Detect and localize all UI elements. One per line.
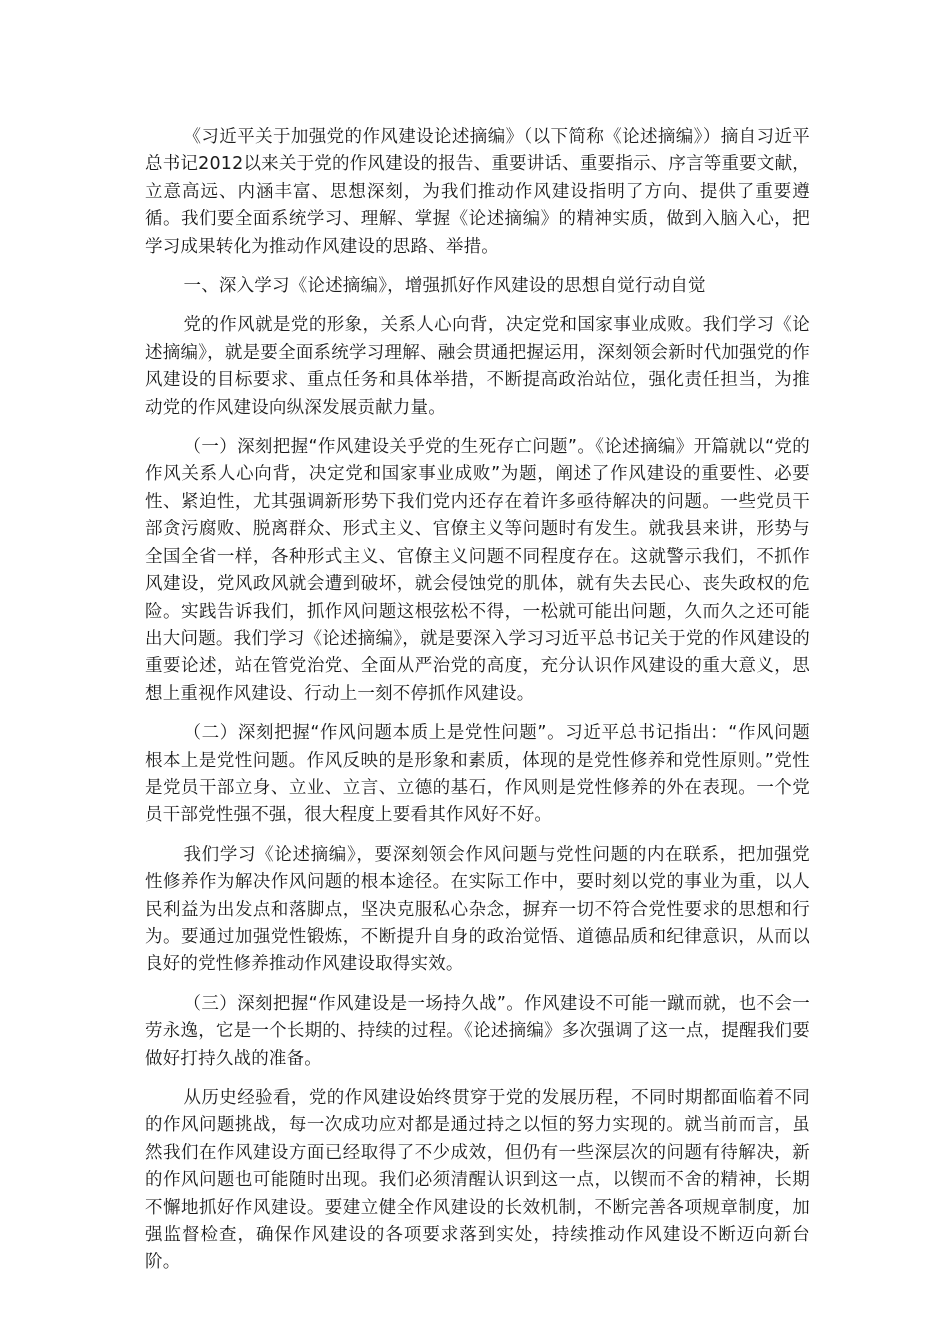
paragraph-subsection-three: （三）深刻把握“作风建设是一场持久战”。作风建设不可能一蹴而就，也不会一劳永逸，它是一个长期的、持续的过程。《论述摘编》多次强调了这一点，提醒我们要做好打持久战的准备。 — [145, 993, 810, 1069]
paragraph-section-one: 党的作风就是党的形象，关系人心向背，决定党和国家事业成败。我们学习《论述摘编》，就是要全面系统学习理解、融会贯通把握运用，深刻领会新时代加强党的作风建设的目标要求、重点任务和具体举措，不断提高政治站位，强化责任担当，为推动党的作风建设向纵深发展贡献力量。 — [145, 315, 810, 418]
document-body — [145, 124, 810, 1289]
paragraph-party-spirit: 我们学习《论述摘编》，要深刻领会作风问题与党性问题的内在联系，把加强党性修养作为解决作风问题的根本途径。在实际工作中，要时刻以党的事业为重，以人民利益为出发点和落脚点，坚决克服私心杂念，摒弃一切不符合党性要求的思想和行为。要通过加强党性锻炼，不断提升自身的政治觉悟、道德品质和纪律意识，从而以良好的党性修养推动作风建设取得实效。 — [145, 844, 810, 975]
paragraph-subsection-one: （一）深刻把握“作风建设关乎党的生死存亡问题”。《论述摘编》开篇就以“党的作风关系人心向背，决定党和国家事业成败”为题，阐述了作风建设的重要性、必要性、紧迫性，尤其强调新形势下我们党内还存在着许多亟待解决的问题。一些党员干部贪污腐败、脱离群众、形式主义、官僚主义等问题时有发生。就我县来讲，形势与全国全省一样，各种形式主义、官僚主义问题不同程度存在。这就警示我们，不抓作风建设，党风政风就会遭到破坏，就会侵蚀党的肌体，就有失去民心、丧失政权的危险。实践告诉我们，抓作风问题这根弦松不得，一松就可能出问题，久而久之还可能出大问题。我们学习《论述摘编》，就是要深入学习习近平总书记关于党的作风建设的重要论述，站在管党治党、全面从严治党的高度，充分认识作风建设的重大意义，思想上重视作风建设、行动上一刻不停抓作风建设。 — [145, 437, 810, 704]
paragraph-historical-experience: 从历史经验看，党的作风建设始终贯穿于党的发展历程，不同时期都面临着不同的作风问题挑战，每一次成功应对都是通过持之以恒的努力实现的。就当前而言，虽然我们在作风建设方面已经取得了不少成效，但仍有一些深层次的问题有待解决，新的作风问题也可能随时出现。我们必须清醒认识到这一点，以锲而不舍的精神，长期不懈地抓好作风建设。要建立健全作风建设的长效机制，不断完善各项规章制度，加强监督检查，确保作风建设的各项要求落到实处，持续推动作风建设不断迈向新台阶。 — [145, 1088, 810, 1273]
section-heading-one: 一、深入学习《论述摘编》，增强抓好作风建设的思想自觉行动自觉 — [183, 276, 706, 297]
paragraph-subsection-two: （二）深刻把握“作风问题本质上是党性问题”。习近平总书记指出：“作风问题根本上是党性问题。作风反映的是形象和素质，体现的是党性修养和党性原则。”党性是党员干部立身、立业、立言、立德的基石，作风则是党性修养的外在表现。一个党员干部党性强不强，很大程度上要看其作风好不好。 — [145, 723, 810, 826]
paragraph-intro: 《习近平关于加强党的作风建设论述摘编》（以下简称《论述摘编》）摘自习近平总书记2012以来关于党的作风建设的报告、重要讲话、重要指示、序言等重要文献，立意高远、内涵丰富、思想深刻，为我们推动作风建设指明了方向、提供了重要遵循。我们要全面系统学习、理解、掌握《论述摘编》的精神实质，做到入脑入心，把学习成果转化为推动作风建设的思路、举措。 — [145, 127, 810, 257]
